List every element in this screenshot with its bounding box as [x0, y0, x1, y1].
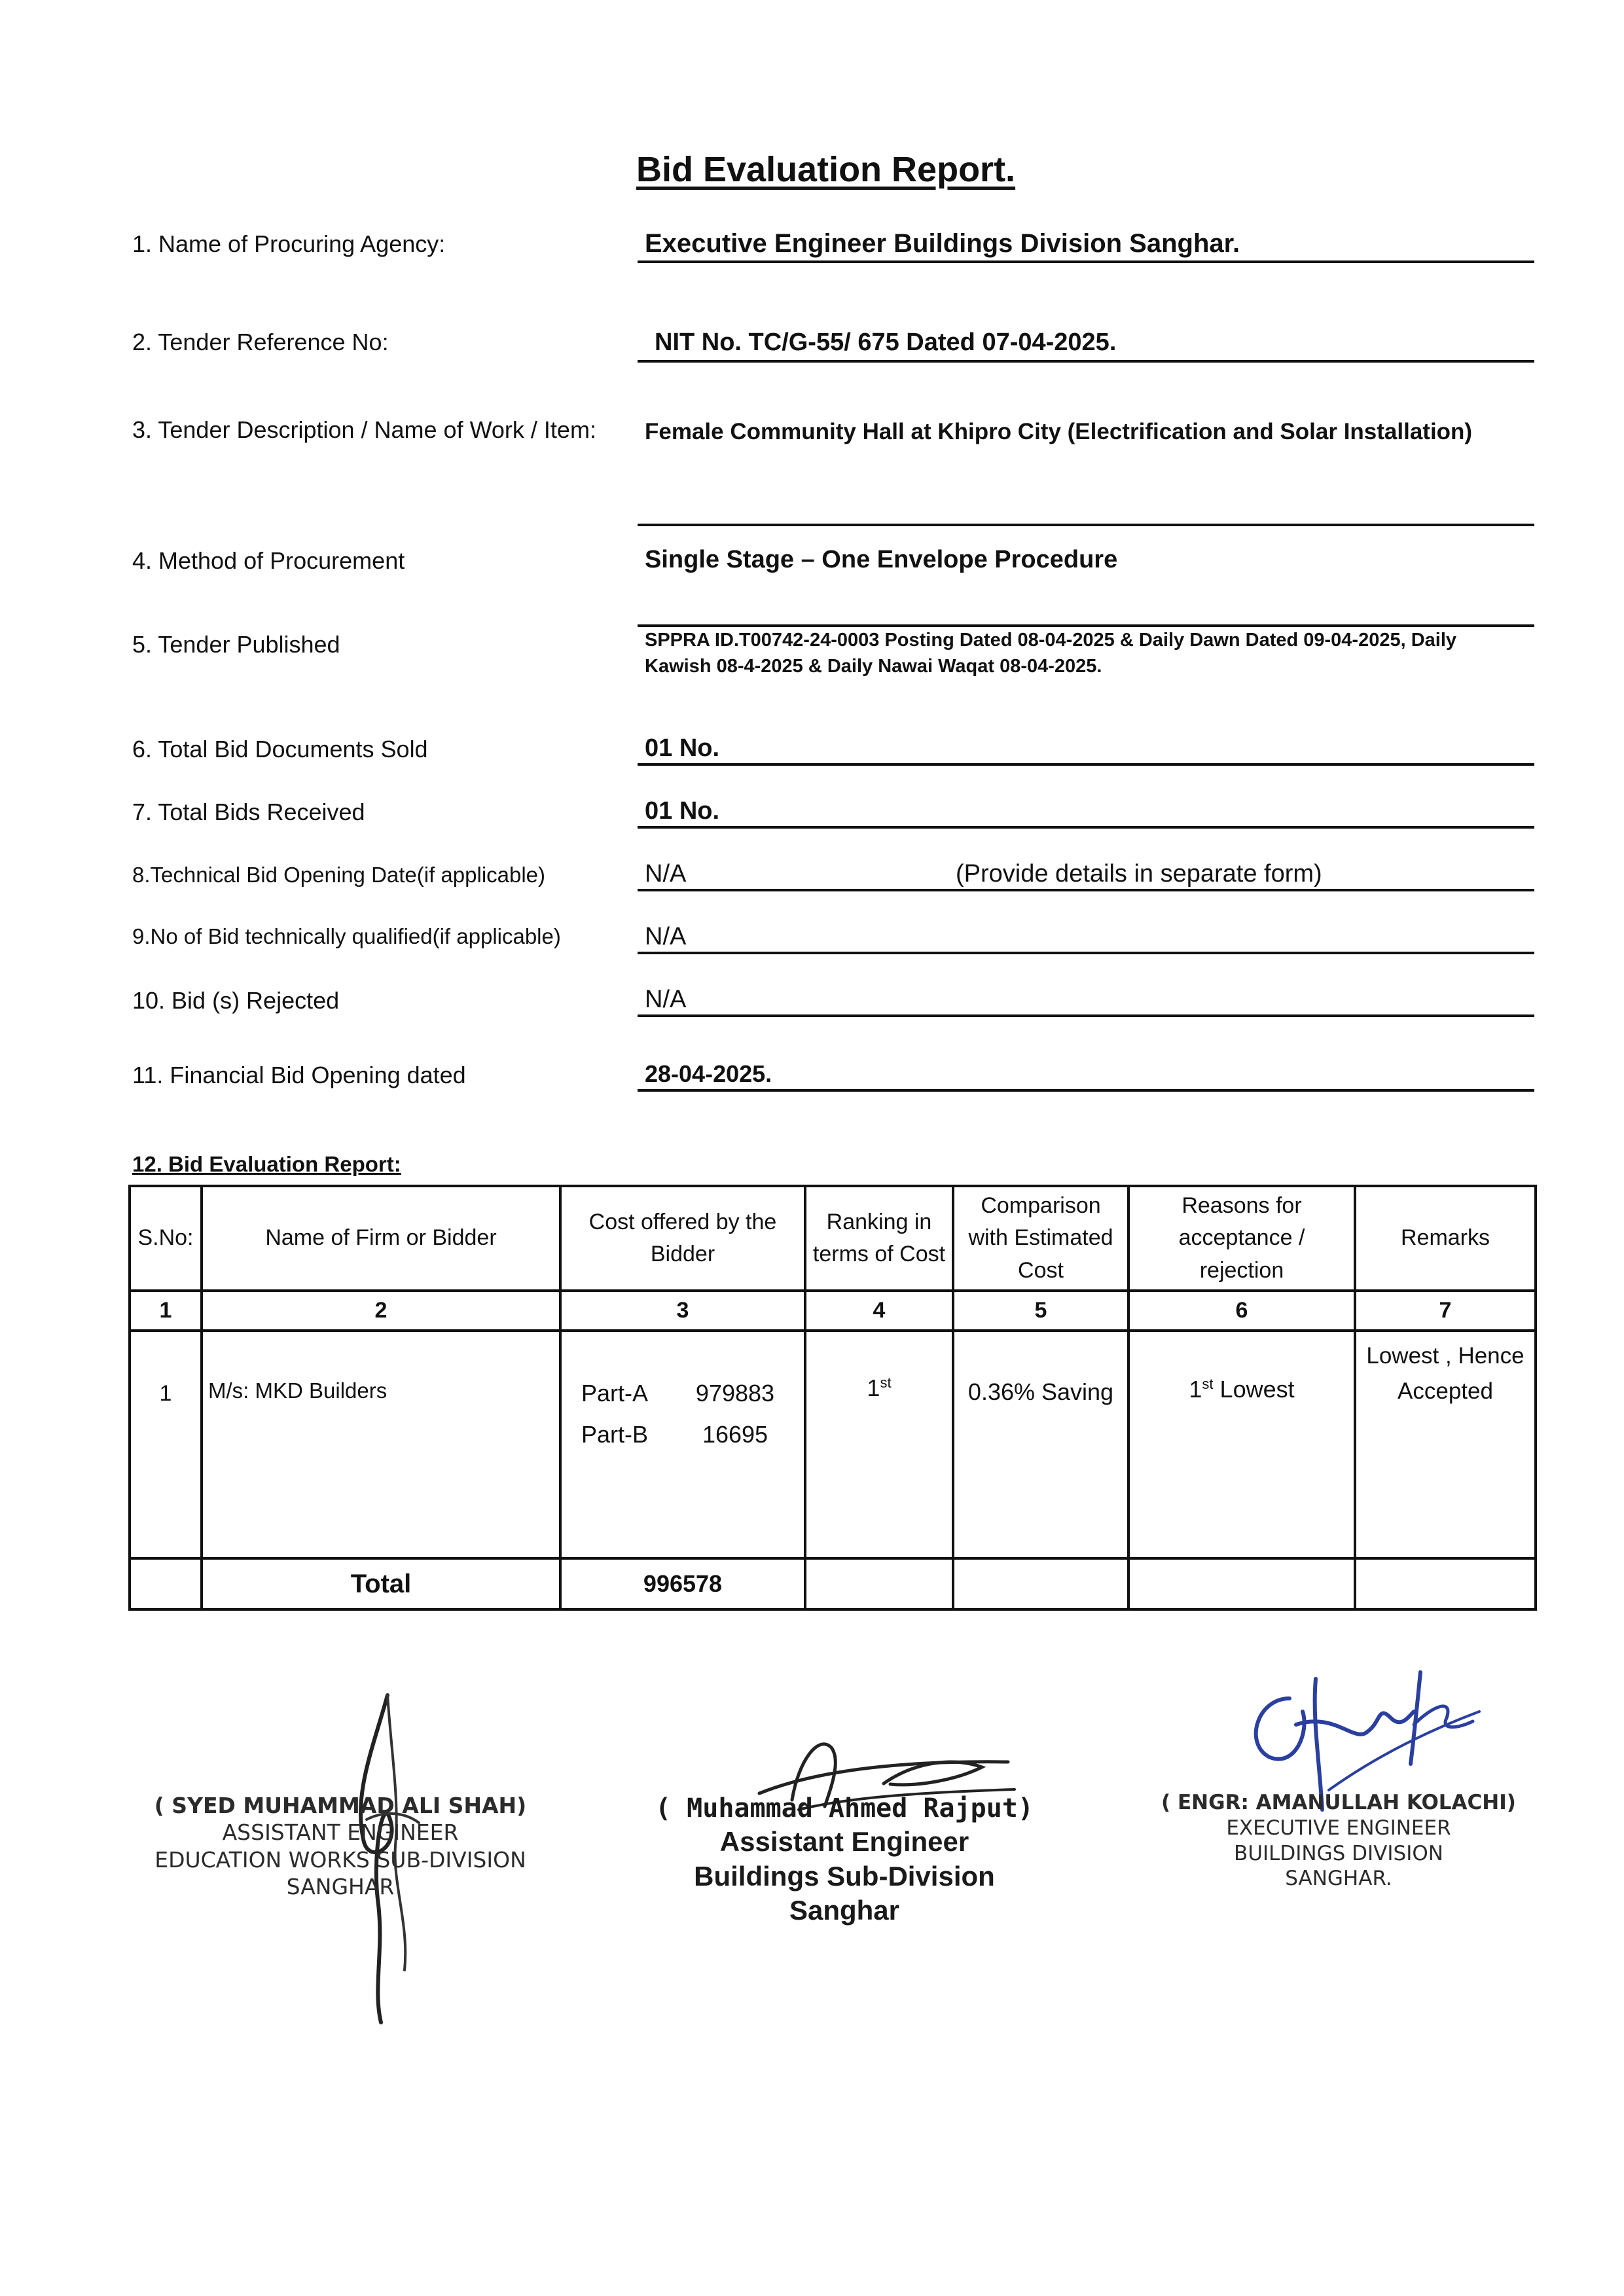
total-label: Total	[202, 1558, 560, 1609]
value-bid-documents-sold: 01 No.	[645, 734, 720, 762]
signatory-name: ( SYED MUHAMMAD ALI SHAH)	[154, 1793, 527, 1818]
label-financial-bid-opening: 11. Financial Bid Opening dated	[132, 1062, 466, 1088]
label-technically-qualified: 9.No of Bid technically qualified(if applicable)	[132, 924, 561, 948]
part-b-line	[567, 1414, 799, 1455]
value-tender-description: Female Community Hall at Khipro City (Electrification and Solar Installation)	[645, 419, 1473, 444]
underline-rule	[638, 360, 1534, 363]
cell-remarks	[1355, 1331, 1536, 1558]
cell-empty	[130, 1558, 202, 1609]
remarks-line: Accepted	[1398, 1378, 1493, 1405]
part-b-value: 16695	[702, 1421, 768, 1448]
label-tender-reference: 2. Tender Reference No:	[132, 329, 389, 355]
column-number: 6	[1128, 1291, 1355, 1331]
label-procuring-agency: 1. Name of Procuring Agency:	[132, 230, 446, 257]
signature-block-buildings-ae	[589, 1792, 1100, 1928]
column-number: 1	[130, 1291, 202, 1331]
ranking-number: 1	[867, 1374, 880, 1402]
underline-rule	[638, 624, 1534, 627]
part-a-label: Part-A	[581, 1380, 649, 1407]
signatory-location: SANGHAR	[286, 1873, 395, 1899]
header-reasons: Reasons for acceptance / rejection	[1128, 1186, 1355, 1291]
ranking-suffix: st	[880, 1374, 892, 1391]
column-number: 7	[1355, 1291, 1536, 1331]
column-number: 2	[202, 1291, 560, 1331]
underline-rule	[638, 1089, 1534, 1092]
signatory-office: Buildings Sub-Division	[694, 1860, 995, 1892]
reason-text: Lowest	[1219, 1376, 1295, 1403]
signatory-location: Sanghar	[789, 1895, 900, 1926]
value-tender-published-line2: Kawish 08-4-2025 & Daily Nawai Waqat 08-04-2025.	[645, 656, 1102, 677]
signatory-designation: EXECUTIVE ENGINEER	[1226, 1816, 1451, 1840]
value-tender-reference: NIT No. TC/G-55/ 675 Dated 07-04-2025.	[655, 329, 1117, 356]
underline-rule	[638, 826, 1534, 829]
header-ranking: Ranking in terms of Cost	[805, 1186, 953, 1291]
signatory-location: SANGHAR.	[1285, 1867, 1392, 1891]
cell-sno: 1	[130, 1331, 202, 1558]
value-technically-qualified: N/A	[645, 923, 687, 950]
cell-empty	[953, 1558, 1128, 1609]
underline-rule	[638, 260, 1534, 263]
header-remarks: Remarks	[1355, 1186, 1536, 1291]
cell-cost-offered	[560, 1331, 805, 1558]
reason-suffix: st	[1202, 1376, 1214, 1393]
value-procuring-agency: Executive Engineer Buildings Division Sanghar.	[645, 229, 1240, 258]
part-a-value: 979883	[695, 1380, 775, 1407]
total-value: 996578	[560, 1558, 805, 1609]
label-bids-received: 7. Total Bids Received	[132, 798, 365, 825]
cell-reasons	[1128, 1331, 1355, 1558]
underline-rule	[638, 763, 1534, 766]
value-method-of-procurement: Single Stage – One Envelope Procedure	[645, 546, 1118, 573]
table-column-number-row	[130, 1291, 1536, 1331]
header-cost-offered: Cost offered by the Bidder	[560, 1186, 805, 1291]
signatory-designation: ASSISTANT ENGINEER	[222, 1820, 459, 1846]
cell-bidder: M/s: MKD Builders	[202, 1331, 560, 1558]
signatory-name: ( Muhammad Ahmed Rajput)	[655, 1793, 1034, 1823]
report-title: Bid Evaluation Report.	[636, 150, 1016, 189]
signatory-designation: Assistant Engineer	[719, 1826, 969, 1857]
evaluation-section-title: 12. Bid Evaluation Report:	[132, 1152, 401, 1176]
value-bids-received: 01 No.	[645, 797, 720, 825]
cell-ranking	[805, 1331, 953, 1558]
label-bids-rejected: 10. Bid (s) Rejected	[132, 987, 340, 1014]
header-comparison: Comparison with Estimated Cost	[953, 1186, 1128, 1291]
header-sno: S.No:	[130, 1186, 202, 1291]
header-bidder: Name of Firm or Bidder	[202, 1186, 560, 1291]
underline-rule	[638, 1014, 1534, 1017]
cell-empty	[805, 1558, 953, 1609]
column-number: 5	[953, 1291, 1128, 1331]
label-technical-bid-opening: 8.Technical Bid Opening Date(if applicable)	[132, 863, 546, 887]
signatory-office: EDUCATION WORKS SUB-DIVISION	[154, 1846, 526, 1873]
value-financial-bid-opening: 28-04-2025.	[645, 1060, 772, 1087]
label-method-of-procurement: 4. Method of Procurement	[132, 547, 405, 574]
table-row	[130, 1331, 1536, 1558]
part-a-line	[567, 1372, 799, 1414]
signatory-name: ( ENGR: AMANULLAH KOLACHI)	[1161, 1791, 1516, 1814]
underline-rule	[638, 952, 1534, 954]
value-tender-published-line1: SPPRA ID.T00742-24-0003 Posting Dated 08-04-2025 & Daily Dawn Dated 09-04-2025, Daily	[645, 630, 1457, 651]
part-b-label: Part-B	[581, 1421, 649, 1448]
underline-rule	[638, 524, 1534, 526]
note-separate-form: (Provide details in separate form)	[956, 860, 1322, 888]
cell-comparison: 0.36% Saving	[953, 1331, 1128, 1558]
cell-empty	[1355, 1558, 1536, 1609]
bid-evaluation-table	[128, 1185, 1537, 1611]
value-bids-rejected: N/A	[645, 986, 687, 1013]
reason-number: 1	[1189, 1376, 1202, 1403]
value-technical-bid-opening: N/A	[645, 860, 687, 888]
column-number: 3	[560, 1291, 805, 1331]
label-tender-description: 3. Tender Description / Name of Work / Item:	[132, 416, 596, 443]
signature-block-executive-engineer	[1152, 1790, 1525, 1892]
signatory-office: BUILDINGS DIVISION	[1234, 1841, 1443, 1865]
table-total-row	[130, 1558, 1536, 1609]
table-header-row	[130, 1186, 1536, 1291]
label-bid-documents-sold: 6. Total Bid Documents Sold	[132, 736, 428, 762]
signature-block-education-ae	[118, 1792, 563, 1900]
column-number: 4	[805, 1291, 953, 1331]
remarks-line: Lowest , Hence	[1366, 1343, 1525, 1369]
label-tender-published: 5. Tender Published	[132, 631, 340, 658]
cell-empty	[1128, 1558, 1355, 1609]
underline-rule	[638, 889, 1534, 891]
